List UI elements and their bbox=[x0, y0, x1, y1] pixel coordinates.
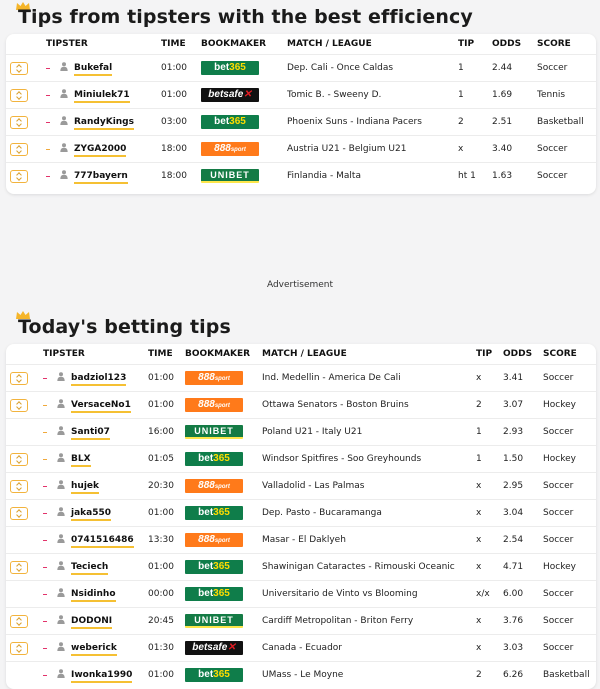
user-icon bbox=[57, 507, 65, 519]
header-bookmaker: BOOKMAKER bbox=[201, 39, 267, 49]
match-cell[interactable]: Windsor Spitfires - Soo Greyhounds bbox=[262, 446, 476, 473]
time-cell: 01:00 bbox=[161, 55, 201, 82]
match-cell[interactable]: Masar - El Daklyeh bbox=[262, 527, 476, 554]
tipster-link[interactable]: badziol123 bbox=[71, 373, 126, 386]
tipster-link[interactable]: Teciech bbox=[71, 562, 108, 575]
time-cell: 01:00 bbox=[148, 392, 185, 419]
time-cell: 13:30 bbox=[148, 527, 185, 554]
tipster-cell bbox=[46, 82, 161, 109]
match-cell[interactable]: Dep. Pasto - Bucaramanga bbox=[262, 500, 476, 527]
odds-cell: 6.00 bbox=[503, 581, 543, 608]
bookmaker-bet365-logo[interactable]: bet365 bbox=[185, 506, 243, 520]
match-cell[interactable]: Poland U21 - Italy U21 bbox=[262, 419, 476, 446]
tip-cell: x bbox=[476, 500, 503, 527]
expand-cell bbox=[6, 581, 43, 608]
chevron-updown-icon[interactable] bbox=[10, 116, 28, 129]
tip-cell: 2 bbox=[476, 392, 503, 419]
table-row[interactable] bbox=[6, 608, 596, 635]
sport-cell: Soccer bbox=[537, 55, 596, 82]
sport-cell: Soccer bbox=[543, 635, 596, 662]
odds-cell: 1.50 bbox=[503, 446, 543, 473]
tipster-link[interactable]: 0741516486 bbox=[71, 535, 134, 548]
tipster-cell bbox=[46, 109, 161, 136]
expand-cell bbox=[6, 446, 43, 473]
time-cell: 00:00 bbox=[148, 581, 185, 608]
sport-cell: Basketball bbox=[537, 109, 596, 136]
bookmaker-bet365-logo[interactable]: bet365 bbox=[201, 115, 259, 129]
bookmaker-cell bbox=[201, 109, 287, 136]
sport-cell: Soccer bbox=[543, 581, 596, 608]
expand-cell bbox=[6, 109, 46, 136]
tipster-link[interactable]: VersaceNo1 bbox=[71, 400, 131, 413]
tipster-cell bbox=[43, 500, 148, 527]
user-icon bbox=[60, 62, 68, 74]
user-icon bbox=[60, 143, 68, 155]
match-cell[interactable]: Ind. Medellin - America De Cali bbox=[262, 365, 476, 392]
tipster-link[interactable]: Bukefal bbox=[74, 63, 112, 76]
tipster-link[interactable]: Nsidinho bbox=[71, 589, 116, 602]
tip-cell: x bbox=[476, 608, 503, 635]
trend-dash-icon bbox=[46, 149, 50, 150]
sport-cell: Hockey bbox=[543, 392, 596, 419]
tip-cell: 1 bbox=[458, 82, 492, 109]
bookmaker-cell bbox=[185, 581, 262, 608]
table-row[interactable] bbox=[6, 136, 596, 163]
match-cell[interactable]: Ottawa Senators - Boston Bruins bbox=[262, 392, 476, 419]
odds-cell: 3.76 bbox=[503, 608, 543, 635]
bookmaker-cell bbox=[201, 136, 287, 163]
expand-cell bbox=[6, 419, 43, 446]
tip-cell: x/x bbox=[476, 581, 503, 608]
header-time: TIME bbox=[148, 349, 173, 359]
chevron-updown-icon[interactable] bbox=[10, 89, 28, 102]
user-icon bbox=[57, 669, 65, 681]
header-match: MATCH / LEAGUE bbox=[287, 39, 372, 49]
header-score: SCORE bbox=[543, 349, 577, 359]
header-odds: ODDS bbox=[503, 349, 533, 359]
tipster-cell bbox=[43, 365, 148, 392]
tipster-cell bbox=[46, 55, 161, 82]
odds-cell: 4.71 bbox=[503, 554, 543, 581]
bookmaker-unibet-logo[interactable]: UNIBET bbox=[185, 614, 243, 628]
match-cell[interactable]: Austria U21 - Belgium U21 bbox=[287, 136, 458, 163]
table-row[interactable] bbox=[6, 554, 596, 581]
match-cell[interactable]: Shawinigan Cataractes - Rimouski Oceanic bbox=[262, 554, 476, 581]
tipster-link[interactable]: hujek bbox=[71, 481, 99, 494]
user-icon bbox=[57, 588, 65, 600]
odds-cell: 2.93 bbox=[503, 419, 543, 446]
expand-cell bbox=[6, 392, 43, 419]
sport-cell: Tennis bbox=[537, 82, 596, 109]
table-row[interactable] bbox=[6, 82, 596, 109]
odds-cell: 2.44 bbox=[492, 55, 537, 82]
tipster-link[interactable]: jaka550 bbox=[71, 508, 111, 521]
chevron-updown-icon[interactable] bbox=[10, 507, 28, 520]
table-header-row bbox=[6, 344, 596, 365]
user-icon bbox=[60, 170, 68, 182]
time-cell: 03:00 bbox=[161, 109, 201, 136]
sport-cell: Basketball bbox=[543, 662, 596, 689]
header-tip: TIP bbox=[476, 349, 493, 359]
expand-cell bbox=[6, 136, 46, 163]
tipster-link[interactable]: Miniulek71 bbox=[74, 90, 130, 103]
table-row[interactable] bbox=[6, 392, 596, 419]
user-icon bbox=[57, 453, 65, 465]
time-cell: 18:00 bbox=[161, 163, 201, 190]
table-row[interactable] bbox=[6, 662, 596, 689]
match-cell[interactable]: Finlandia - Malta bbox=[287, 163, 458, 190]
sport-cell: Soccer bbox=[543, 365, 596, 392]
trend-dash-icon bbox=[43, 378, 47, 379]
odds-cell: 3.07 bbox=[503, 392, 543, 419]
user-icon bbox=[57, 426, 65, 438]
tipster-link[interactable]: weberick bbox=[71, 643, 117, 656]
sport-cell: Soccer bbox=[537, 163, 596, 190]
header-score: SCORE bbox=[537, 39, 571, 49]
bookmaker-cell bbox=[185, 419, 262, 446]
bookmaker-cell bbox=[185, 608, 262, 635]
trend-dash-icon bbox=[43, 432, 47, 433]
bookmaker-unibet-logo[interactable]: UNIBET bbox=[185, 425, 243, 439]
match-cell[interactable]: UMass - Le Moyne bbox=[262, 662, 476, 689]
sport-cell: Hockey bbox=[543, 554, 596, 581]
chevron-updown-icon[interactable] bbox=[10, 372, 28, 385]
table-row[interactable] bbox=[6, 55, 596, 82]
expand-cell bbox=[6, 163, 46, 190]
expand-cell bbox=[6, 500, 43, 527]
tip-cell: 2 bbox=[458, 109, 492, 136]
trend-dash-icon bbox=[43, 675, 47, 676]
bookmaker-cell bbox=[185, 500, 262, 527]
tip-cell: 2 bbox=[476, 662, 503, 689]
time-cell: 16:00 bbox=[148, 419, 185, 446]
bookmaker-888sport-logo[interactable]: 888sport bbox=[185, 533, 243, 547]
match-cell[interactable]: Cardiff Metropolitan - Briton Ferry bbox=[262, 608, 476, 635]
odds-cell: 3.03 bbox=[503, 635, 543, 662]
odds-cell: 2.95 bbox=[503, 473, 543, 500]
expand-cell bbox=[6, 82, 46, 109]
bookmaker-888sport-logo[interactable]: 888sport bbox=[185, 371, 243, 385]
sport-cell: Soccer bbox=[537, 136, 596, 163]
tip-cell: x bbox=[476, 473, 503, 500]
expand-cell bbox=[6, 608, 43, 635]
header-time: TIME bbox=[161, 39, 186, 49]
bookmaker-cell bbox=[185, 662, 262, 689]
bookmaker-bet365-logo[interactable]: bet365 bbox=[185, 452, 243, 466]
chevron-updown-icon[interactable] bbox=[10, 480, 28, 493]
bookmaker-cell bbox=[201, 163, 287, 190]
trend-dash-icon bbox=[43, 459, 47, 460]
tip-cell: x bbox=[458, 136, 492, 163]
user-icon bbox=[57, 534, 65, 546]
match-cell[interactable]: Tomic B. - Sweeny D. bbox=[287, 82, 458, 109]
user-icon bbox=[57, 399, 65, 411]
bookmaker-cell bbox=[185, 527, 262, 554]
tipster-cell bbox=[43, 392, 148, 419]
trend-dash-icon bbox=[43, 486, 47, 487]
section-title-best-efficiency: Tips from tipsters with the best efficiency bbox=[18, 6, 473, 28]
header-spacer bbox=[6, 344, 43, 365]
odds-cell: 1.63 bbox=[492, 163, 537, 190]
time-cell: 18:00 bbox=[161, 136, 201, 163]
user-icon bbox=[57, 615, 65, 627]
odds-cell: 2.54 bbox=[503, 527, 543, 554]
tipster-cell bbox=[43, 554, 148, 581]
table-row[interactable] bbox=[6, 500, 596, 527]
expand-cell bbox=[6, 635, 43, 662]
bookmaker-cell bbox=[201, 55, 287, 82]
best-efficiency-table bbox=[6, 34, 596, 189]
header-odds: ODDS bbox=[492, 39, 522, 49]
todays-tips-rows bbox=[6, 365, 596, 689]
tipster-cell bbox=[43, 446, 148, 473]
tip-cell: 1 bbox=[476, 419, 503, 446]
match-cell[interactable]: Canada - Ecuador bbox=[262, 635, 476, 662]
bookmaker-betsafe-logo[interactable]: betsafe✕ bbox=[201, 88, 259, 102]
match-cell[interactable]: Valladolid - Las Palmas bbox=[262, 473, 476, 500]
odds-cell: 3.04 bbox=[503, 500, 543, 527]
time-cell: 01:00 bbox=[148, 662, 185, 689]
tipster-link[interactable]: Iwonka1990 bbox=[71, 670, 132, 683]
bookmaker-cell bbox=[185, 554, 262, 581]
tipster-cell bbox=[43, 581, 148, 608]
user-icon bbox=[57, 480, 65, 492]
time-cell: 20:30 bbox=[148, 473, 185, 500]
best-efficiency-rows bbox=[6, 55, 596, 190]
bookmaker-888sport-logo[interactable]: 888sport bbox=[185, 398, 243, 412]
bookmaker-888sport-logo[interactable]: 888sport bbox=[185, 479, 243, 493]
table-row[interactable] bbox=[6, 446, 596, 473]
user-icon bbox=[57, 561, 65, 573]
table-row[interactable] bbox=[6, 109, 596, 136]
odds-cell: 6.26 bbox=[503, 662, 543, 689]
odds-cell: 3.41 bbox=[503, 365, 543, 392]
sport-cell: Soccer bbox=[543, 473, 596, 500]
header-bookmaker: BOOKMAKER bbox=[185, 349, 251, 359]
tip-cell: x bbox=[476, 365, 503, 392]
tip-cell: 1 bbox=[458, 55, 492, 82]
table-row[interactable] bbox=[6, 419, 596, 446]
header-tip: TIP bbox=[458, 39, 475, 49]
trend-dash-icon bbox=[43, 621, 47, 622]
tip-cell: 1 bbox=[476, 446, 503, 473]
expand-cell bbox=[6, 55, 46, 82]
bookmaker-cell bbox=[185, 392, 262, 419]
section-title-todays-tips: Today's betting tips bbox=[18, 316, 231, 338]
time-cell: 01:00 bbox=[148, 554, 185, 581]
chevron-updown-icon[interactable] bbox=[10, 62, 28, 75]
sport-cell: Soccer bbox=[543, 527, 596, 554]
best-efficiency-table-card bbox=[6, 34, 596, 194]
expand-cell bbox=[6, 365, 43, 392]
time-cell: 01:05 bbox=[148, 446, 185, 473]
expand-cell bbox=[6, 527, 43, 554]
trend-dash-icon bbox=[46, 95, 50, 96]
user-icon bbox=[57, 372, 65, 384]
trend-dash-icon bbox=[43, 513, 47, 514]
user-icon bbox=[57, 642, 65, 654]
header-tipster: TIPSTER bbox=[46, 39, 88, 49]
trend-dash-icon bbox=[43, 594, 47, 595]
sport-cell: Soccer bbox=[543, 608, 596, 635]
sport-cell: Hockey bbox=[543, 446, 596, 473]
trend-dash-icon bbox=[43, 405, 47, 406]
time-cell: 01:30 bbox=[148, 635, 185, 662]
user-icon bbox=[60, 116, 68, 128]
chevron-updown-icon[interactable] bbox=[10, 143, 28, 156]
chevron-updown-icon[interactable] bbox=[10, 399, 28, 412]
bookmaker-cell bbox=[185, 365, 262, 392]
bookmaker-bet365-logo[interactable]: bet365 bbox=[185, 560, 243, 574]
table-row[interactable] bbox=[6, 163, 596, 190]
chevron-updown-icon[interactable] bbox=[10, 453, 28, 466]
tip-cell: ht 1 bbox=[458, 163, 492, 190]
table-row[interactable] bbox=[6, 581, 596, 608]
time-cell: 01:00 bbox=[161, 82, 201, 109]
sport-cell: Soccer bbox=[543, 419, 596, 446]
trend-dash-icon bbox=[43, 540, 47, 541]
trend-dash-icon bbox=[43, 648, 47, 649]
time-cell: 01:00 bbox=[148, 365, 185, 392]
tipster-link[interactable]: 777bayern bbox=[74, 171, 128, 184]
trend-dash-icon bbox=[46, 176, 50, 177]
bookmaker-unibet-logo[interactable]: UNIBET bbox=[201, 169, 259, 183]
tipster-cell bbox=[43, 473, 148, 500]
match-cell[interactable]: Universitario de Vinto vs Blooming bbox=[262, 581, 476, 608]
trend-dash-icon bbox=[46, 68, 50, 69]
bookmaker-cell bbox=[185, 635, 262, 662]
expand-cell bbox=[6, 554, 43, 581]
tipster-link[interactable]: RandyKings bbox=[74, 117, 134, 130]
header-match: MATCH / LEAGUE bbox=[262, 349, 347, 359]
tipster-cell bbox=[46, 163, 161, 190]
match-cell[interactable]: Dep. Cali - Once Caldas bbox=[287, 55, 458, 82]
expand-cell bbox=[6, 662, 43, 689]
header-spacer bbox=[6, 34, 46, 55]
chevron-updown-icon[interactable] bbox=[10, 642, 28, 655]
time-cell: 01:00 bbox=[148, 500, 185, 527]
trend-dash-icon bbox=[43, 567, 47, 568]
tipster-link[interactable]: ZYGA2000 bbox=[74, 144, 126, 157]
expand-cell bbox=[6, 473, 43, 500]
todays-tips-table bbox=[6, 344, 596, 688]
bookmaker-cell bbox=[185, 473, 262, 500]
sport-cell: Soccer bbox=[543, 500, 596, 527]
tipster-cell bbox=[43, 527, 148, 554]
tip-cell: x bbox=[476, 635, 503, 662]
odds-cell: 3.40 bbox=[492, 136, 537, 163]
tipster-link[interactable]: DODONI bbox=[71, 616, 112, 629]
tipster-link[interactable]: Santi07 bbox=[71, 427, 110, 440]
chevron-updown-icon[interactable] bbox=[10, 615, 28, 628]
user-icon bbox=[60, 89, 68, 101]
table-row[interactable] bbox=[6, 527, 596, 554]
header-tipster: TIPSTER bbox=[43, 349, 85, 359]
table-row[interactable] bbox=[6, 473, 596, 500]
chevron-updown-icon[interactable] bbox=[10, 561, 28, 574]
tipster-cell bbox=[43, 635, 148, 662]
bookmaker-cell bbox=[185, 446, 262, 473]
tip-cell: x bbox=[476, 554, 503, 581]
table-header-row bbox=[6, 34, 596, 55]
tipster-cell bbox=[46, 136, 161, 163]
todays-tips-table-card bbox=[6, 344, 596, 689]
match-cell[interactable]: Phoenix Suns - Indiana Pacers bbox=[287, 109, 458, 136]
odds-cell: 1.69 bbox=[492, 82, 537, 109]
table-row[interactable] bbox=[6, 365, 596, 392]
advertisement-label: Advertisement bbox=[266, 280, 334, 290]
trend-dash-icon bbox=[46, 122, 50, 123]
chevron-updown-icon[interactable] bbox=[10, 170, 28, 183]
bookmaker-bet365-logo[interactable]: bet365 bbox=[201, 61, 259, 75]
bookmaker-bet365-logo[interactable]: bet365 bbox=[185, 587, 243, 601]
odds-cell: 2.51 bbox=[492, 109, 537, 136]
tipster-cell bbox=[43, 419, 148, 446]
bookmaker-bet365-logo[interactable]: bet365 bbox=[185, 668, 243, 682]
tip-cell: x bbox=[476, 527, 503, 554]
bookmaker-betsafe-logo[interactable]: betsafe✕ bbox=[185, 641, 243, 655]
bookmaker-cell bbox=[201, 82, 287, 109]
tipster-cell bbox=[43, 662, 148, 689]
time-cell: 20:45 bbox=[148, 608, 185, 635]
tipster-link[interactable]: BLX bbox=[71, 454, 91, 467]
table-row[interactable] bbox=[6, 635, 596, 662]
bookmaker-888sport-logo[interactable]: 888sport bbox=[201, 142, 259, 156]
tipster-cell bbox=[43, 608, 148, 635]
